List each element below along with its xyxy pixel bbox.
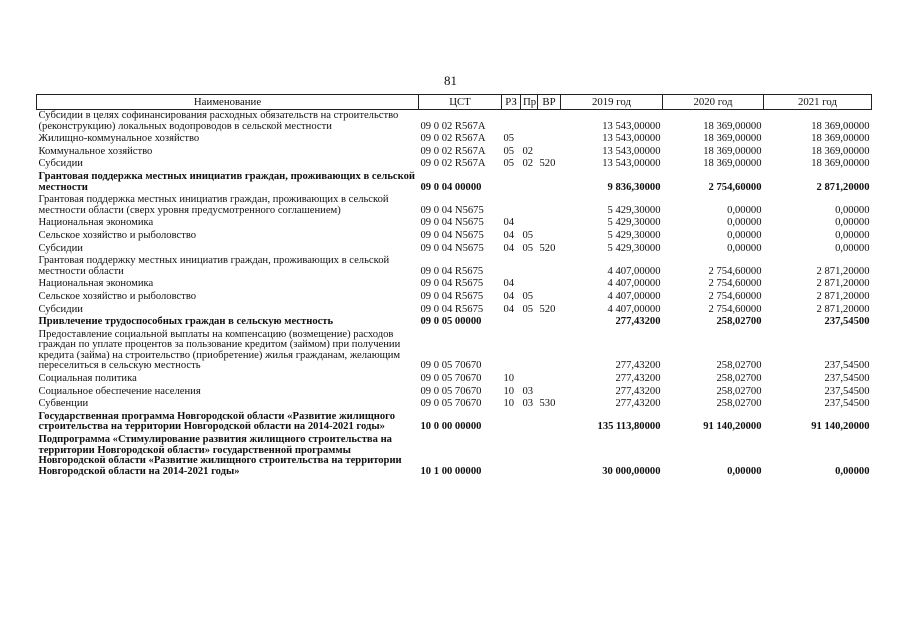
row-2021: 18 369,00000	[811, 120, 870, 132]
row-2020: 0,00000	[727, 229, 762, 241]
row-2021: 2 871,20000	[816, 303, 870, 315]
header-name: Наименование	[37, 95, 419, 110]
row-rz: 04	[503, 303, 515, 315]
row-pr	[521, 373, 538, 386]
table-row	[37, 194, 872, 217]
row-rz: 10	[503, 385, 515, 397]
row-cst: 09 0 05 70670	[420, 385, 482, 397]
table-row	[37, 304, 872, 317]
row-2021: 0,00000	[835, 204, 870, 216]
row-2021: 237,54500	[824, 373, 870, 385]
row-vr	[538, 316, 561, 329]
row-name: Подпрограмма «Стимулирование развития жилищного строительства на территории Новгородской области» государственной программы Новгородской области «Развитие жилищного строительства на территории Новгородской области на 2014-2021 годы»	[38, 434, 402, 477]
row-2020: 258,02700	[716, 360, 762, 372]
row-pr: 03	[522, 385, 534, 397]
row-2021: 0,00000	[835, 242, 870, 254]
row-vr	[538, 133, 561, 146]
row-rz: 04	[503, 217, 515, 229]
row-pr: 02	[522, 158, 534, 170]
row-cst: 09 0 02 R567A	[420, 120, 486, 132]
row-name: Жилищно-коммунальное хозяйство	[38, 133, 200, 145]
header-2019: 2019 год	[561, 95, 663, 110]
row-vr	[538, 373, 561, 386]
row-name: Сельское хозяйство и рыболовство	[38, 229, 197, 241]
table-row	[37, 398, 872, 411]
row-2021: 237,54500	[824, 316, 870, 328]
table-header-row	[37, 95, 872, 110]
row-cst: 09 0 04 N5675	[420, 242, 484, 254]
row-2020: 258,02700	[716, 385, 762, 397]
table-row	[37, 278, 872, 291]
row-cst: 09 0 02 R567A	[420, 145, 486, 157]
row-2020: 18 369,00000	[703, 120, 762, 132]
row-2021: 2 871,20000	[816, 290, 870, 302]
table-row	[37, 373, 872, 386]
row-rz	[502, 255, 521, 278]
row-cst: 09 0 04 R5675	[420, 278, 484, 290]
row-rz: 05	[503, 133, 515, 145]
row-2019: 5 429,30000	[607, 217, 661, 229]
row-name: Сельское хозяйство и рыболовство	[38, 290, 197, 302]
row-name: Субсидии	[38, 303, 83, 315]
row-rz: 05	[503, 158, 515, 170]
table-row	[37, 158, 872, 171]
table-row	[37, 411, 872, 434]
row-2019: 277,43200	[615, 385, 661, 397]
row-pr: 05	[522, 290, 534, 302]
row-2020: 2 754,60000	[708, 303, 762, 315]
row-rz	[502, 434, 521, 478]
row-2020: 0,00000	[727, 204, 762, 216]
row-rz: 10	[503, 398, 515, 410]
row-2019: 4 407,00000	[607, 265, 661, 277]
row-cst: 09 0 04 R5675	[420, 265, 484, 277]
row-2021: 18 369,00000	[811, 145, 870, 157]
row-name: Коммунальное хозяйство	[38, 145, 153, 157]
row-cst: 09 0 04 00000	[420, 181, 482, 193]
table-row	[37, 316, 872, 329]
row-rz: 05	[503, 145, 515, 157]
row-name: Субсидии	[38, 158, 83, 170]
row-pr: 02	[522, 145, 534, 157]
row-rz	[502, 194, 521, 217]
row-rz	[502, 329, 521, 373]
row-cst: 10 0 00 00000	[420, 421, 482, 433]
row-cst: 09 0 04 R5675	[420, 303, 484, 315]
row-cst: 10 1 00 00000	[420, 465, 482, 477]
row-vr	[538, 110, 561, 134]
row-2020: 18 369,00000	[703, 133, 762, 145]
row-pr	[521, 411, 538, 434]
row-cst: 09 0 04 N5675	[420, 217, 484, 229]
row-2021: 0,00000	[835, 229, 870, 241]
row-pr	[521, 316, 538, 329]
row-2020: 91 140,20000	[703, 421, 762, 433]
budget-table	[36, 94, 872, 478]
row-vr	[538, 386, 561, 399]
row-2019: 13 543,00000	[602, 120, 661, 132]
row-name: Национальная экономика	[38, 217, 154, 229]
row-2021: 237,54500	[824, 385, 870, 397]
row-2019: 9 836,30000	[607, 181, 661, 193]
row-2019: 4 407,00000	[607, 278, 661, 290]
page-number: 81	[444, 73, 457, 88]
row-name: Грантовая поддержка местных инициатив граждан, проживающих в сельской местности области (сверх уровня предусмотренного соглашением)	[38, 194, 389, 216]
row-vr	[538, 194, 561, 217]
row-2019: 13 543,00000	[602, 133, 661, 145]
row-vr	[538, 146, 561, 159]
row-name: Грантовая поддержку местных инициатив граждан, проживающих в сельской местности области	[38, 255, 390, 277]
row-2021: 237,54500	[824, 398, 870, 410]
row-2020: 2 754,60000	[708, 181, 762, 193]
row-2021: 18 369,00000	[811, 133, 870, 145]
row-name: Грантовая поддержка местных инициатив граждан, проживающих в сельской местности	[38, 170, 416, 193]
row-cst: 09 0 02 R567A	[420, 158, 486, 170]
row-2020: 258,02700	[716, 398, 762, 410]
row-2021: 237,54500	[824, 360, 870, 372]
row-rz	[502, 316, 521, 329]
row-vr	[538, 278, 561, 291]
table-row	[37, 171, 872, 194]
row-2020: 258,02700	[716, 316, 762, 328]
row-name: Субсидии	[38, 242, 83, 254]
header-2020: 2020 год	[663, 95, 764, 110]
row-2019: 277,43200	[615, 360, 661, 372]
row-name: Привлечение трудоспособных граждан в сельскую местность	[38, 316, 334, 328]
row-2019: 5 429,30000	[607, 229, 661, 241]
row-2019: 277,43200	[615, 373, 661, 385]
row-cst: 09 0 04 N5675	[420, 204, 484, 216]
row-vr	[538, 255, 561, 278]
row-name: Субвенции	[38, 398, 89, 410]
row-2020: 2 754,60000	[708, 265, 762, 277]
row-2021: 0,00000	[835, 465, 870, 477]
row-vr: 520	[539, 158, 556, 170]
row-2021: 2 871,20000	[816, 278, 870, 290]
row-vr	[538, 217, 561, 230]
row-cst: 09 0 04 N5675	[420, 229, 484, 241]
row-2020: 18 369,00000	[703, 158, 762, 170]
row-pr	[521, 194, 538, 217]
row-vr: 520	[539, 303, 556, 315]
row-vr	[538, 171, 561, 194]
row-2020: 0,00000	[727, 217, 762, 229]
row-rz: 04	[503, 278, 515, 290]
row-vr	[538, 411, 561, 434]
row-name: Социальное обеспечение населения	[38, 385, 201, 397]
table-row	[37, 329, 872, 373]
row-2019: 277,43200	[615, 398, 661, 410]
row-2019: 5 429,30000	[607, 204, 661, 216]
row-2021: 2 871,20000	[816, 181, 870, 193]
row-pr: 05	[522, 242, 534, 254]
row-rz	[502, 110, 521, 134]
row-name: Государственная программа Новгородской области «Развитие жилищного строительства на территории Новгородской области на 2014-2021 годы»	[38, 410, 396, 433]
row-cst: 09 0 05 70670	[420, 360, 482, 372]
header-rz: РЗ	[502, 95, 521, 110]
row-2020: 2 754,60000	[708, 278, 762, 290]
row-cst: 09 0 02 R567A	[420, 133, 486, 145]
row-pr	[521, 133, 538, 146]
row-rz	[502, 171, 521, 194]
row-2019: 13 543,00000	[602, 145, 661, 157]
row-pr: 05	[522, 229, 534, 241]
row-2019: 277,43200	[615, 316, 661, 328]
row-2020: 0,00000	[727, 465, 762, 477]
table-row	[37, 255, 872, 278]
row-cst: 09 0 04 R5675	[420, 290, 484, 302]
row-2020: 18 369,00000	[703, 145, 762, 157]
row-pr	[521, 434, 538, 478]
row-cst: 09 0 05 70670	[420, 398, 482, 410]
row-pr	[521, 329, 538, 373]
row-pr: 03	[522, 398, 534, 410]
row-2019: 4 407,00000	[607, 290, 661, 302]
row-rz: 10	[503, 373, 515, 385]
row-rz: 04	[503, 290, 515, 302]
row-pr: 05	[522, 303, 534, 315]
row-vr	[538, 291, 561, 304]
row-pr	[521, 217, 538, 230]
row-2021: 0,00000	[835, 217, 870, 229]
row-rz	[502, 411, 521, 434]
row-name: Национальная экономика	[38, 278, 154, 290]
row-vr	[538, 230, 561, 243]
table-row	[37, 110, 872, 134]
header-2021: 2021 год	[764, 95, 872, 110]
row-2020: 0,00000	[727, 242, 762, 254]
row-pr	[521, 171, 538, 194]
row-pr	[521, 255, 538, 278]
row-2019: 30 000,00000	[602, 465, 661, 477]
row-vr	[538, 329, 561, 373]
table-row	[37, 146, 872, 159]
row-pr	[521, 278, 538, 291]
row-vr: 530	[539, 398, 556, 410]
row-vr: 520	[539, 242, 556, 254]
row-name: Социальная политика	[38, 373, 137, 385]
table-row	[37, 434, 872, 478]
row-cst: 09 0 05 00000	[420, 316, 482, 328]
row-2019: 13 543,00000	[602, 158, 661, 170]
header-cst: ЦСТ	[419, 95, 502, 110]
table-row	[37, 291, 872, 304]
row-name: Субсидии в целях софинансирования расходных обязательств на строительство (реконструкцию) локальных водопроводов в сельской местности	[38, 110, 399, 132]
row-name: Предоставление социальной выплаты на компенсацию (возмещение) расходов граждан по уплате процентов за пользование кредитом (займом) при получении кредита (займа) на строительство (приобретение) жилья гражданам, желающим переселиться в сельскую местность	[38, 328, 401, 372]
row-rz: 04	[503, 242, 515, 254]
table-row	[37, 133, 872, 146]
row-2020: 2 754,60000	[708, 290, 762, 302]
row-pr	[521, 110, 538, 134]
row-2020: 258,02700	[716, 373, 762, 385]
row-2019: 5 429,30000	[607, 242, 661, 254]
row-2019: 4 407,00000	[607, 303, 661, 315]
row-2021: 2 871,20000	[816, 265, 870, 277]
table-row	[37, 230, 872, 243]
row-vr	[538, 434, 561, 478]
table-row	[37, 243, 872, 256]
row-2021: 91 140,20000	[811, 421, 870, 433]
row-2021: 18 369,00000	[811, 158, 870, 170]
table-body	[37, 110, 872, 479]
table-row	[37, 386, 872, 399]
row-rz: 04	[503, 229, 515, 241]
table-row	[37, 217, 872, 230]
header-pr: Пр	[521, 95, 538, 110]
header-vr: ВР	[538, 95, 561, 110]
row-2019: 135 113,80000	[597, 421, 661, 433]
row-cst: 09 0 05 70670	[420, 373, 482, 385]
